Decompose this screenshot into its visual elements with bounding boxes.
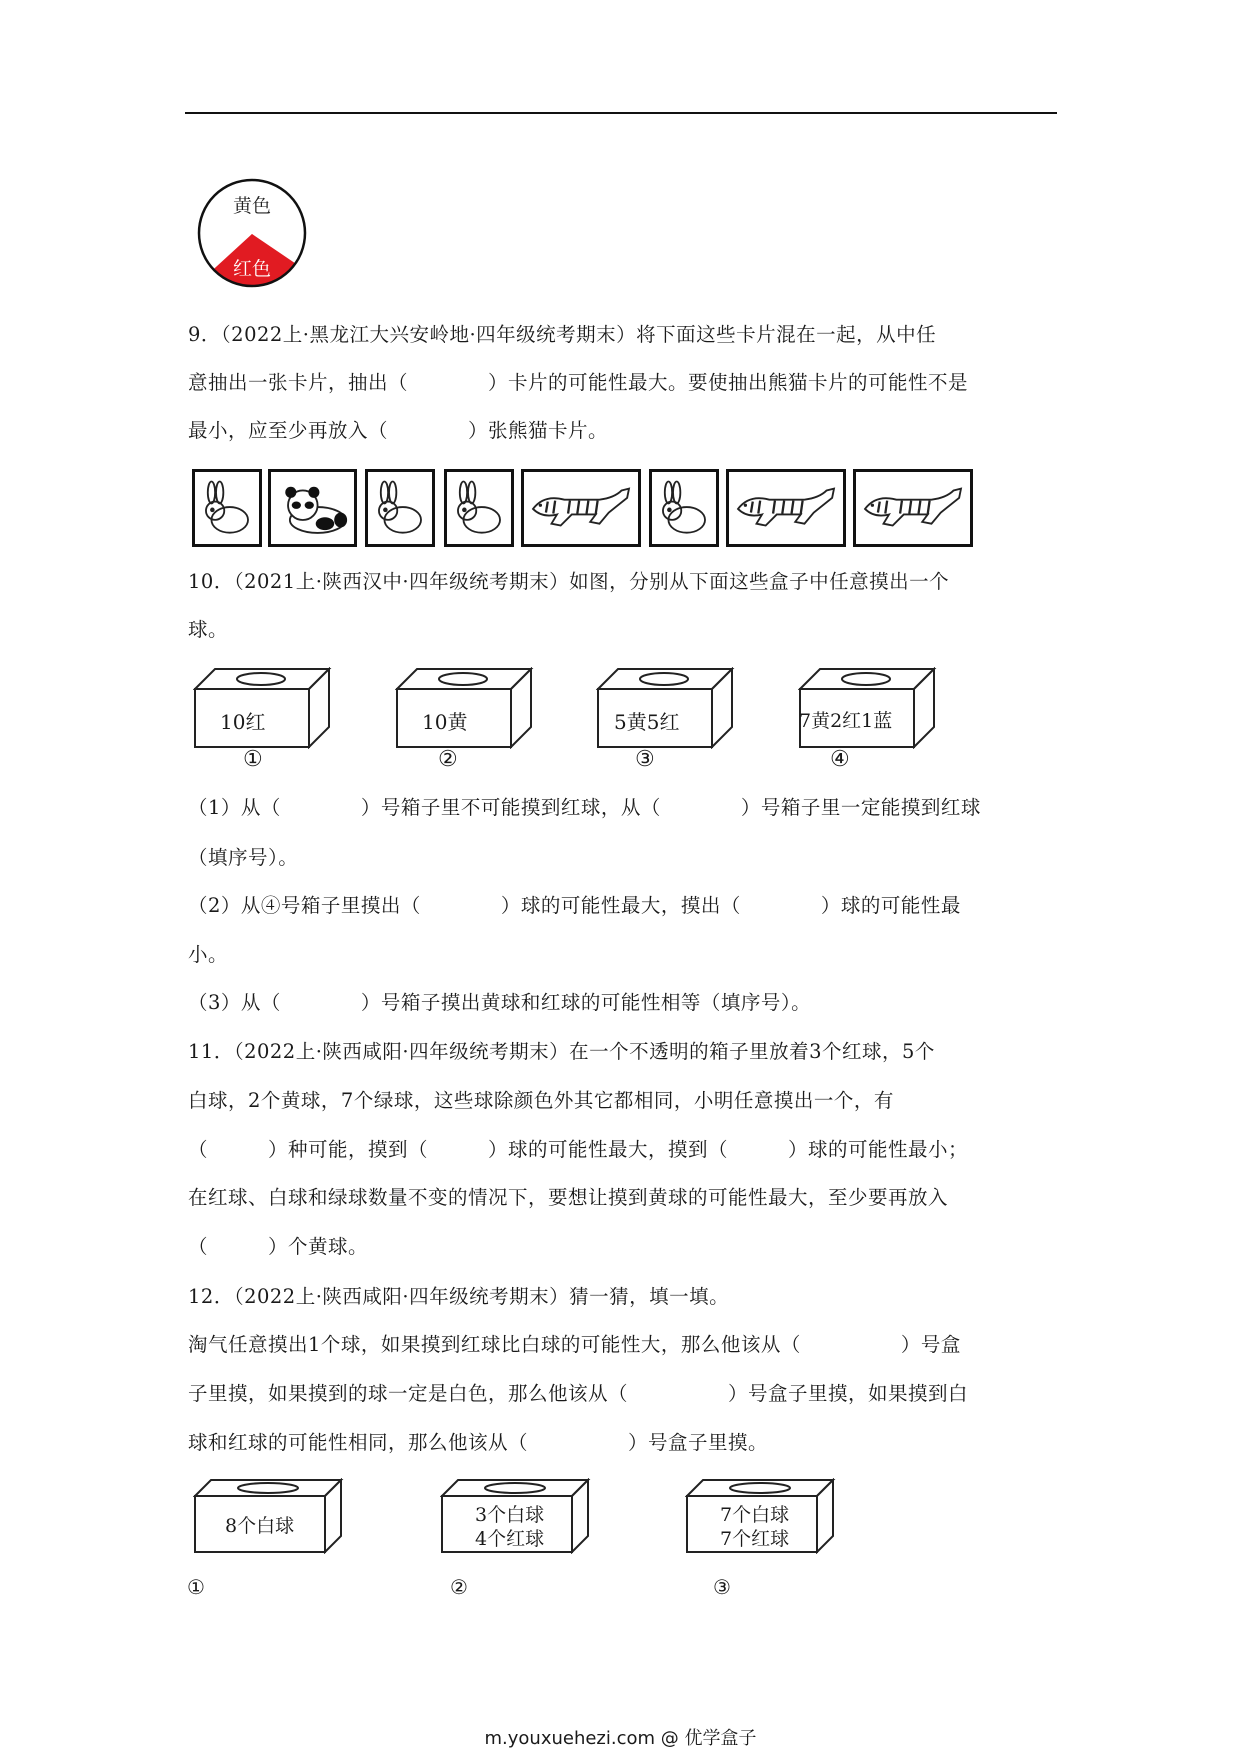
- card-rabbit: [365, 469, 435, 547]
- q10-line-2: 球。: [188, 618, 229, 641]
- box-2-number: ②: [438, 747, 458, 772]
- tiger-icon: [524, 472, 638, 544]
- q10-sub-3: （2）从④号箱子里摸出（ ）球的可能性最大，摸出（ ）球的可能性最: [188, 894, 961, 917]
- q12-box-2-number: ②: [450, 1575, 468, 1599]
- q11-line-4: 在红球、白球和绿球数量不变的情况下，要想让摸到黄球的可能性最大，至少要再放入: [188, 1186, 949, 1209]
- q9-line-2: 意抽出一张卡片，抽出（ ）卡片的可能性最大。要使抽出熊猫卡片的可能性不是: [188, 371, 969, 394]
- q12-line-3: 子里摸，如果摸到的球一定是白色，那么他该从（ ）号盒子里摸，如果摸到白: [188, 1382, 969, 1405]
- q12-line-1: 12．（2022上·陕西咸阳·四年级统考期末）猜一猜，填一填。: [188, 1285, 730, 1308]
- q10-sub-1: （1）从（ ）号箱子里不可能摸到红球，从（ ）号箱子里一定能摸到红球: [188, 796, 981, 819]
- spinner-bottom-label: 红色: [232, 258, 272, 280]
- box-3-label: 5黄5红: [614, 710, 680, 734]
- box-3-number: ③: [635, 747, 655, 772]
- card-tiger: [853, 469, 973, 547]
- panda-icon: [271, 472, 354, 544]
- card-panda: [268, 469, 357, 547]
- rabbit-icon: [652, 472, 716, 544]
- q12-box-1-label: 8个白球: [225, 1515, 295, 1537]
- box-1-number: ①: [243, 747, 263, 772]
- tiger-icon: [729, 472, 843, 544]
- q12-box-3-number: ③: [713, 1575, 731, 1599]
- q12-box-3-line1: 7个白球: [720, 1504, 790, 1526]
- q10-sub-5: （3）从（ ）号箱子摸出黄球和红球的可能性相等（填序号）。: [188, 991, 812, 1014]
- q11-line-1: 11．（2022上·陕西咸阳·四年级统考期末）在一个不透明的箱子里放着3个红球，5个: [188, 1040, 935, 1063]
- q12-box-2-line2: 4个红球: [475, 1528, 545, 1550]
- card-tiger: [726, 469, 846, 547]
- tiger-icon: [856, 472, 970, 544]
- header-rule: [185, 112, 1057, 114]
- rabbit-icon: [368, 472, 432, 544]
- q12-line-2: 淘气任意摸出1个球，如果摸到红球比白球的可能性大，那么他该从（ ）号盒: [188, 1333, 961, 1356]
- q12-box-1-number: ①: [187, 1575, 205, 1599]
- q10-line-1: 10．（2021上·陕西汉中·四年级统考期末）如图，分别从下面这些盒子中任意摸出一个: [188, 570, 950, 593]
- box-1-label: 10红: [220, 710, 266, 734]
- spinner-diagram: [193, 178, 311, 288]
- box-4-number: ④: [830, 747, 850, 772]
- q11-line-5: （ ）个黄球。: [188, 1235, 369, 1258]
- spinner-top-label: 黄色: [232, 195, 272, 217]
- footer-source: m.youxuehezi.com @ 优学盒子: [484, 1728, 757, 1749]
- q11-line-2: 白球，2个黄球，7个绿球，这些球除颜色外其它都相同，小明任意摸出一个，有: [188, 1089, 894, 1112]
- q12-box-3-line2: 7个红球: [720, 1528, 790, 1550]
- box-2-label: 10黄: [422, 710, 468, 734]
- q11-line-3: （ ）种可能，摸到（ ）球的可能性最大，摸到（ ）球的可能性最小；: [188, 1138, 969, 1161]
- q10-sub-2: （填序号）。: [188, 846, 299, 869]
- q12-box-2-line1: 3个白球: [475, 1504, 545, 1526]
- q9-line-1: 9．（2022上·黑龙江大兴安岭地·四年级统考期末）将下面这些卡片混在一起，从中任: [188, 323, 937, 346]
- q12-line-4: 球和红球的可能性相同，那么他该从（ ）号盒子里摸。: [188, 1431, 769, 1454]
- rabbit-icon: [195, 472, 259, 544]
- card-rabbit: [649, 469, 719, 547]
- q9-line-3: 最小，应至少再放入（ ）张熊猫卡片。: [188, 419, 609, 442]
- card-rabbit: [192, 469, 262, 547]
- box-4-label: 7黄2红1蓝: [799, 710, 893, 732]
- card-tiger: [521, 469, 641, 547]
- rabbit-icon: [447, 472, 511, 544]
- card-rabbit: [444, 469, 514, 547]
- q10-sub-4: 小。: [188, 943, 229, 966]
